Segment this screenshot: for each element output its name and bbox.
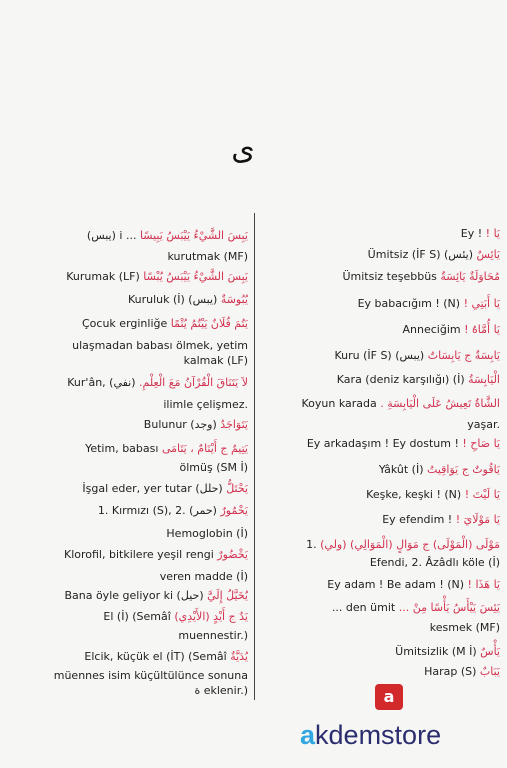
turkish-text: Efendi, 2. Âzâdlı köle (İ)	[369, 556, 500, 569]
turkish-text: Ey arkadaşım ! Ey dostum !	[306, 437, 459, 450]
arabic-headword: يَئِسَ يَيْأَسُ يَأْسًا مِنْ ...	[398, 601, 500, 614]
dictionary-entry-line	[6, 317, 248, 331]
badge-letter: a	[383, 687, 395, 706]
dictionary-entry-line	[262, 437, 500, 451]
dictionary-entry-line	[6, 442, 248, 456]
dictionary-entry-line	[6, 589, 248, 603]
turkish-text: ölmüş (SM İ)	[179, 461, 248, 474]
arabic-headword: الشَّاةُ تَعِيشُ عَلَى الْيَابِسَةِ .	[380, 397, 500, 410]
dictionary-entry-line	[262, 556, 500, 570]
turkish-text: kalmak (LF)	[183, 354, 248, 367]
dictionary-entry-line	[262, 349, 500, 363]
arabic-headword: مُحَاوَلَةٌ يَائِسَةٌ	[440, 270, 500, 283]
arabic-headword: يَتُمَ فُلَانٌ يَيْتُمُ يُتْمًا	[170, 317, 248, 330]
turkish-text: Kuruluk (İ) (يبس)	[127, 293, 218, 306]
book-badge-icon	[375, 684, 403, 710]
turkish-text: veren madde (İ)	[159, 570, 248, 583]
arabic-headword: يَبَابٌ	[479, 665, 500, 678]
dictionary-entry-line	[6, 354, 248, 368]
dictionary-entry-line	[6, 570, 248, 584]
turkish-text: Bana öyle geliyor ki (حيل)	[64, 589, 204, 602]
turkish-text: 1. Kırmızı (S), 2. (حمر)	[97, 504, 217, 517]
arabic-headword: يَا !	[485, 227, 500, 240]
turkish-text: kurutmak (MF)	[167, 250, 248, 263]
arabic-headword: يَتِيمٌ ج أَيْتَامٌ ، يَتَامَى	[161, 442, 248, 455]
arabic-headword: يَا أُمَّاهُ !	[464, 323, 500, 336]
dictionary-entry-line	[6, 461, 248, 475]
arabic-headword: لاَ يَتَنَاقَ الْقُرْآنُ مَعَ الْعِلْمِ.	[139, 376, 248, 389]
column-divider	[254, 213, 255, 700]
turkish-text: ilimle çelişmez.	[163, 398, 248, 411]
arabic-headword: يَابِسَةٌ ج يَابِسَاتٌ	[427, 349, 500, 362]
turkish-text: (يبس) i ...	[86, 229, 137, 242]
turkish-text: Koyun karada	[301, 397, 377, 410]
arabic-headword: يُخَيَّلُ إِلَيَّ	[207, 589, 248, 602]
arabic-headword: يُدَيَّةٌ	[230, 650, 248, 663]
logo-text	[300, 720, 441, 751]
dictionary-entry-line	[6, 293, 248, 307]
arabic-headword: الْيَابِسَةُ	[468, 373, 500, 386]
turkish-text: yaşar.	[467, 418, 500, 431]
dictionary-entry-line	[262, 601, 500, 615]
turkish-text: El (İ) (Semâî	[103, 610, 171, 623]
dictionary-entry-line	[6, 527, 248, 541]
turkish-text: Ey !	[460, 227, 483, 240]
arabic-headword: يَائِسٌ	[476, 248, 500, 261]
arabic-headword: يَا صَاحِ !	[462, 437, 500, 450]
turkish-text: Kuru (İF S) (يبس)	[334, 349, 425, 362]
dictionary-entry-line	[262, 578, 500, 592]
dictionary-entry-line	[262, 645, 500, 659]
arabic-headword: يَحْتَلُّ	[226, 482, 248, 495]
dictionary-entry-line	[6, 482, 248, 496]
dictionary-entry-line	[262, 323, 500, 337]
turkish-text: Ümitsiz teşebbüs	[342, 270, 437, 283]
turkish-text: Ey babacığım ! (N)	[357, 297, 461, 310]
dictionary-entry-line	[262, 513, 500, 527]
turkish-text: Çocuk erginliğe	[82, 317, 168, 330]
arabic-headword: يَاقُوتٌ ج يَوَاقِيتُ	[427, 463, 500, 476]
arabic-headword: يَبِسَ الشَّيْءُ يَيْبَسُ يَبِيسًا	[139, 229, 248, 242]
turkish-text: Yâkût (İ)	[378, 463, 424, 476]
arabic-headword: يَدٌ ج أَيْدٍ (الأَيْدِي)	[174, 610, 248, 623]
dictionary-entry-line	[6, 376, 248, 390]
dictionary-entry-line	[262, 373, 500, 387]
letter-heading: ى	[231, 132, 255, 167]
turkish-text: Ey adam ! Be adam ! (N)	[327, 578, 465, 591]
turkish-text: Hemoglobin (İ)	[166, 527, 248, 540]
turkish-text: İşgal eder, yer tutar (حلل)	[82, 482, 223, 495]
arabic-headword: يَأْسٌ	[480, 645, 500, 658]
turkish-text: 1.	[306, 538, 317, 551]
arabic-headword: يَا لَيْتَ !	[464, 488, 500, 501]
turkish-text: Anneciğim	[402, 323, 461, 336]
turkish-text: ة eklenir.)	[194, 684, 248, 697]
turkish-text: Ey efendim !	[382, 513, 453, 526]
akdemstore-logo	[300, 684, 490, 754]
dictionary-entry-line	[262, 227, 500, 241]
arabic-headword: يَا مَوْلَايَ !	[455, 513, 500, 526]
turkish-text: Kurumak (LF)	[66, 270, 140, 283]
dictionary-entry-line	[6, 398, 248, 412]
dictionary-entry-line	[262, 270, 500, 284]
dictionary-entry-line	[6, 229, 248, 243]
dictionary-entry-line	[6, 270, 248, 284]
dictionary-entry-line	[6, 669, 248, 683]
turkish-text: Klorofil, bitkilere yeşil rengi	[63, 548, 214, 561]
turkish-text: Harap (S)	[424, 665, 477, 678]
dictionary-entry-line	[6, 650, 248, 664]
dictionary-entry-line	[6, 548, 248, 562]
turkish-text: Yetim, babası	[85, 442, 159, 455]
arabic-headword: يَحْمُورٌ	[220, 504, 248, 517]
arabic-headword: يَتَوَاجَدُ	[220, 418, 248, 431]
dictionary-entry-line	[6, 250, 248, 264]
arabic-headword: يَبِسَ الشَّيْءُ يَيْبَسُ يُبْسًا	[143, 270, 248, 283]
dictionary-entry-line	[262, 488, 500, 502]
dictionary-entry-line	[262, 665, 500, 679]
dictionary-entry-line	[6, 418, 248, 432]
dictionary-entry-line	[6, 684, 248, 698]
turkish-text: muennestir.)	[178, 629, 248, 642]
turkish-text: Kara (deniz karşılığı) (İ)	[336, 373, 465, 386]
dictionary-entry-line	[6, 504, 248, 518]
logo-text-rest: kdemstore	[315, 720, 442, 750]
turkish-text: Bulunur (وجد)	[143, 418, 217, 431]
turkish-text: ... den ümit	[331, 601, 396, 614]
dictionary-entry-line	[262, 418, 500, 432]
dictionary-entry-line	[262, 621, 500, 635]
turkish-text: müennes isim küçültülünce sonuna	[53, 669, 248, 682]
turkish-text: Ümitsizlik (M İ)	[395, 645, 477, 658]
dictionary-entry-line	[262, 463, 500, 477]
dictionary-entry-line	[6, 339, 248, 353]
turkish-text: ulaşmadan babası ölmek, yetim	[72, 339, 248, 352]
dictionary-entry-line	[262, 397, 500, 411]
dictionary-entry-line	[262, 248, 500, 262]
arabic-headword: مَوْلَى (الْمَوْلَى) ج مَوَالٍ (الْمَوَالِي) (ولي)	[320, 538, 500, 551]
arabic-headword: يَا هَذَا !	[467, 578, 500, 591]
turkish-text: Elcik, küçük el (İT) (Semâî	[84, 650, 227, 663]
dictionary-entry-line	[262, 538, 500, 552]
arabic-headword: يَخْضُورٌ	[217, 548, 248, 561]
logo-text-a: a	[300, 720, 316, 750]
turkish-text: Ümitsiz (İF S) (يئس)	[367, 248, 473, 261]
arabic-headword: يُبُوسَةٌ	[220, 293, 248, 306]
dictionary-entry-line	[6, 629, 248, 643]
arabic-headword: يَا أَبَتِي !	[463, 297, 500, 310]
turkish-text: kesmek (MF)	[429, 621, 500, 634]
turkish-text: Keşke, keşki ! (N)	[366, 488, 462, 501]
dictionary-entry-line	[6, 610, 248, 624]
dictionary-entry-line	[262, 297, 500, 311]
turkish-text: Kur'ân, (نفي)	[67, 376, 136, 389]
